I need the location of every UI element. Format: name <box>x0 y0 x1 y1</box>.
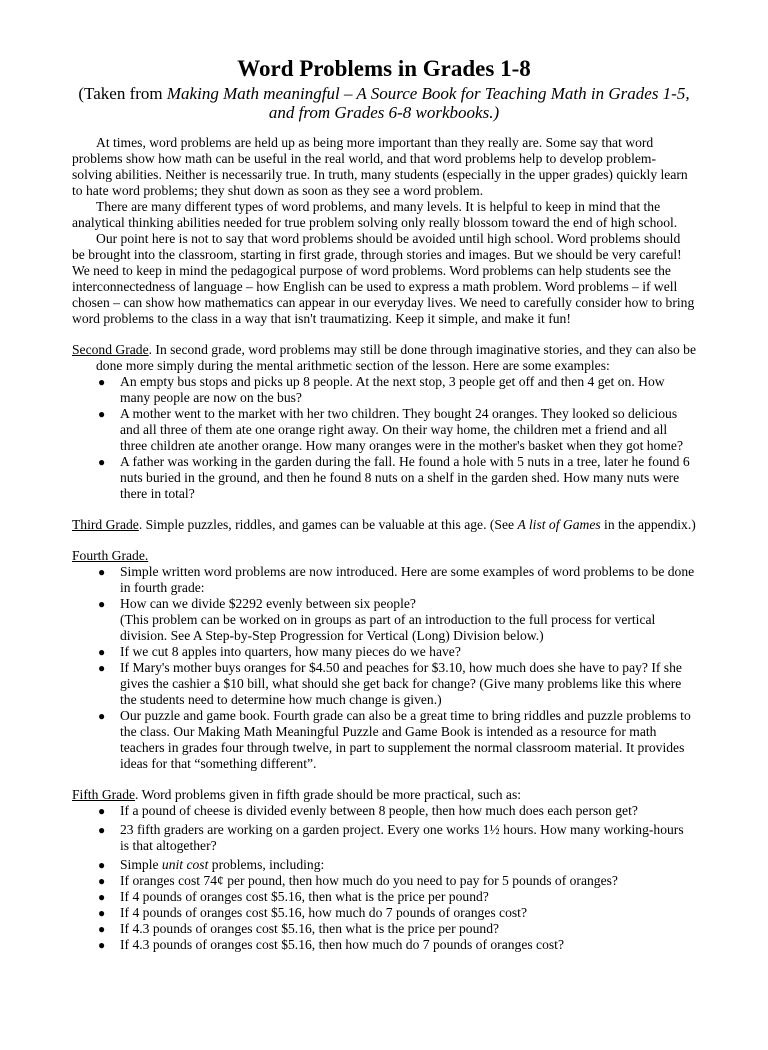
subtitle-book-title: Making Math meaningful – A Source Book for Teaching Math in Grades 1-5, <box>166 84 690 103</box>
bullet-icon: ● <box>98 858 106 872</box>
page-subtitle <box>72 84 696 122</box>
bullet-icon: ● <box>98 823 106 837</box>
fifth-grade-list <box>72 803 696 873</box>
list-item: ● If 4.3 pounds of oranges cost $5.16, then what is the price per pound? <box>98 921 500 936</box>
list-item: ● If Mary's mother buys oranges for $4.50 and peaches for $3.10, how much does she have to pay? If she gives the cashier a $10 bill, what should she get back for change? (Give many problems like this where the students need to determine how much change is given.) <box>98 660 682 707</box>
third-grade-heading: Third Grade <box>72 517 139 532</box>
bullet-icon: ● <box>98 565 106 579</box>
second-grade-text: . In second grade, word problems may still be done through imaginative stories, and they can also be done more simply during the mental arithmetic section of the lesson. Here are some examples: <box>96 342 697 373</box>
intro-section <box>72 135 696 327</box>
page-title: Word Problems in Grades 1-8 <box>237 56 531 81</box>
list-item: ● An empty bus stops and picks up 8 people. At the next stop, 3 people get off and then 4 get on. How many people are now on the bus? <box>98 374 665 405</box>
bullet-icon: ● <box>98 709 106 723</box>
intro-paragraph-3: Our point here is not to say that word problems should be avoided until high school. Word problems should be brought into the classroom, starting in first grade, through stories and images. But we should be very careful! We need to keep in mind the pedagogical purpose of word problems. Word problems can help students see the interconnectedness of language – how English can be used to express a math problem. Word problems – if well chosen – can show how mathematics can appear in our everyday lives. We need to carefully consider how to bring word problems to the class in a way that isn't traumatizing. Keep it simple, and make it fun! <box>72 231 695 326</box>
list-item: ● If oranges cost 74¢ per pound, then how much do you need to pay for 5 pounds of oranges? <box>98 873 618 888</box>
list-item: ● If 4 pounds of oranges cost $5.16, then what is the price per pound? <box>98 889 489 904</box>
third-grade-intro: Third Grade. Simple puzzles, riddles, and games can be valuable at this age. (See A list of Games in the appendix.) <box>72 517 696 532</box>
document-page <box>0 56 768 953</box>
list-item: ● How can we divide $2292 evenly between six people? (This problem can be worked on in groups as part of an introduction to the full process for vertical division. See A Step-by-Step Progression for Vertical (Long) Division below.) <box>98 596 656 643</box>
fifth-grade-intro: Fifth Grade. Word problems given in fifth grade should be more practical, such as: <box>72 787 522 802</box>
subtitle-prefix: (Taken from <box>78 84 167 103</box>
bullet-icon: ● <box>98 661 106 675</box>
second-grade-section <box>72 342 696 502</box>
fifth-grade-heading: Fifth Grade <box>72 787 136 802</box>
list-item: ● Our puzzle and game book. Fourth grade can also be a great time to bring riddles and puzzle problems to the class. Our Making Math Meaningful Puzzle and Game Book is intended as a resource for math teachers in grades four through twelve, in part to supplement the normal classroom material. It provides ideas for that “something different”. <box>98 708 691 771</box>
bullet-icon: ● <box>98 597 106 611</box>
second-grade-intro <box>72 342 696 374</box>
games-list-reference: A list of Games <box>517 517 601 532</box>
unit-cost-list <box>72 873 696 953</box>
second-grade-list <box>72 374 696 502</box>
list-item: ● If 4 pounds of oranges cost $5.16, how much do 7 pounds of oranges cost? <box>98 905 527 920</box>
fifth-grade-section <box>72 787 696 953</box>
division-note: (This problem can be worked on in groups as part of an introduction to the full process for vertical division. See A Step-by-Step Progression for Vertical (Long) Division below.) <box>120 612 656 643</box>
bullet-icon: ● <box>98 407 106 421</box>
intro-paragraph-2: There are many different types of word problems, and many levels. It is helpful to keep in mind that the analytical thinking abilities needed for true problem solving only really blossom toward the end of high school. <box>72 199 678 230</box>
fourth-grade-intro <box>72 548 696 564</box>
list-item: ● Simple written word problems are now introduced. Here are some examples of word problems to be done in fourth grade: <box>98 564 695 595</box>
list-item: ● A mother went to the market with her two children. They bought 24 oranges. They looked so delicious and all three of them ate one orange right away. On their way home, the children met a friend and all three children ate another orange. How many oranges were in the mother's basket when they got home? <box>98 406 683 453</box>
third-grade-section <box>72 517 696 533</box>
list-item: ● A father was working in the garden during the fall. He found a hole with 5 nuts in a tree, later he found 6 nuts buried in the ground, and then he found 8 nuts on a shelf in the garden shed. How many nuts were there in total? <box>98 454 690 501</box>
subtitle-line2: and from Grades 6-8 workbooks.) <box>268 103 500 122</box>
bullet-icon: ● <box>98 890 106 904</box>
second-grade-heading: Second Grade <box>72 342 149 357</box>
bullet-icon: ● <box>98 804 106 818</box>
list-item: ● If a pound of cheese is divided evenly between 8 people, then how much does each person get? <box>98 803 638 818</box>
unit-cost-term: unit cost <box>161 857 209 872</box>
bullet-icon: ● <box>98 906 106 920</box>
bullet-icon: ● <box>98 922 106 936</box>
bullet-icon: ● <box>98 645 106 659</box>
bullet-icon: ● <box>98 874 106 888</box>
intro-paragraph-1: At times, word problems are held up as being more important than they really are. Some say that word problems show how math can be useful in the real world, and that word problems help to develop problem-solving abilities. Neither is necessarily true. In truth, many students (especially in the upper grades) quickly learn to hate word problems; they shut down as soon as they see a word problem. <box>72 135 688 198</box>
bullet-icon: ● <box>98 938 106 952</box>
list-item: ● If 4.3 pounds of oranges cost $5.16, then how much do 7 pounds of oranges cost? <box>98 937 564 952</box>
list-item: ● If we cut 8 apples into quarters, how many pieces do we have? <box>98 644 461 659</box>
list-item: ● Simple unit cost problems, including: <box>98 857 325 872</box>
fourth-grade-heading: Fourth Grade. <box>72 548 149 563</box>
fourth-grade-list <box>72 564 696 772</box>
bullet-icon: ● <box>98 455 106 469</box>
fourth-grade-section <box>72 548 696 772</box>
list-item: ● 23 fifth graders are working on a garden project. Every one works 1½ hours. How many working-hours is that altogether? <box>98 822 684 853</box>
bullet-icon: ● <box>98 375 106 389</box>
